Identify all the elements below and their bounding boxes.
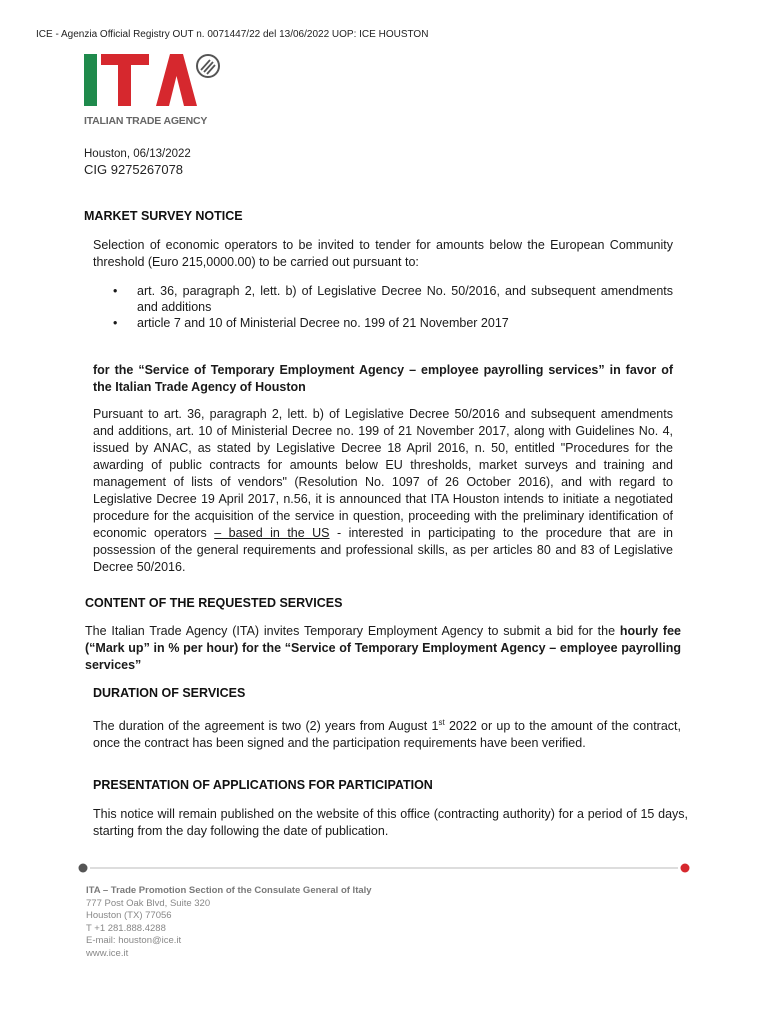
list-item: • art. 36, paragraph 2, lett. b) of Legislative Decree No. 50/2016, and subsequent amendments and additions — [113, 284, 673, 314]
footer-website: www.ice.it — [86, 947, 129, 959]
footer-title: ITA – Trade Promotion Section of the Consulate General of Italy — [86, 885, 372, 896]
footer-address: 777 Post Oak Blvd, Suite 320 — [86, 897, 211, 909]
ita-logo — [84, 52, 224, 110]
pursuant-paragraph: Pursuant to art. 36, paragraph 2, lett. b) of Legislative Decree 50/2016 and subsequent amendments and additions, art. 10 of Ministerial Decree no. 199 of 21 November 2017, along with Guidelines No. 4, issued by ANAC, as stated by Legislative Decree 18 April 2016, n. 50, entitled "Procedures for the awarding of public contracts for amounts below EU thresholds, market surveys and training and management of lists of vendors" (Resolution No. 1097 of 26 October 2016), and with regard to Legislative Decree 19 April 2017, n.56, it is announced that ITA Houston intends to initiate a negotiated procedure for the acquisition of the service in question, proceeding with the preliminary identification of economic operators – based in the US - interested in participating to the procedure that are in possession of the general requirements and professional skills, as per articles 80 and 83 of Legislative Decree 50/2016. — [93, 407, 673, 574]
legal-basis-list — [113, 283, 673, 331]
bullet-icon: • — [113, 284, 118, 298]
place-date: Houston, 06/13/2022 — [84, 148, 191, 160]
cig-code: CIG 9275267078 — [84, 162, 184, 177]
notice-intro: Selection of economic operators to be invited to tender for amounts below the European Community threshold (Euro 215,0000.00) to be carried out pursuant to: — [93, 238, 673, 269]
based-in-us-text: – based in the US — [214, 526, 330, 540]
ita-logo-letters — [84, 54, 197, 106]
footer-divider — [78, 862, 690, 874]
presentation-heading: PRESENTATION OF APPLICATIONS FOR PARTICIPATION — [93, 778, 433, 792]
content-paragraph: The Italian Trade Agency (ITA) invites Temporary Employment Agency to submit a bid for the hourly fee (“Mark up” in % per hour) for the “Service of Temporary Employment Agency – employee payrolling services” — [85, 624, 681, 672]
bullet-icon: • — [113, 316, 118, 330]
notice-title: MARKET SURVEY NOTICE — [84, 209, 243, 223]
duration-heading: DURATION OF SERVICES — [93, 686, 246, 700]
notice-subject: for the “Service of Temporary Employment Agency – employee payrolling services” in favor of the Italian Trade Agency of Houston — [93, 363, 673, 394]
footer-phone: T +1 281.888.4288 — [86, 922, 166, 934]
registry-stamp-line: ICE - Agenzia Official Registry OUT n. 0071447/22 del 13/06/2022 UOP: ICE HOUSTON — [36, 29, 429, 40]
list-item: • article 7 and 10 of Ministerial Decree no. 199 of 21 November 2017 — [113, 316, 509, 330]
agency-name: ITALIAN TRADE AGENCY — [84, 115, 208, 127]
duration-paragraph: The duration of the agreement is two (2) years from August 1st 2022 or up to the amount of the contract, once the contract has been signed and the participation requirements have been verified. — [93, 718, 681, 751]
footer-email: E-mail: houston@ice.it — [86, 935, 182, 947]
footer-address-block — [86, 885, 372, 961]
footer-city: Houston (TX) 77056 — [86, 910, 172, 922]
content-heading: CONTENT OF THE REQUESTED SERVICES — [85, 596, 343, 610]
presentation-paragraph: This notice will remain published on the website of this office (contracting authority) for a period of 15 days, starting from the day following the date of publication. — [93, 807, 688, 838]
